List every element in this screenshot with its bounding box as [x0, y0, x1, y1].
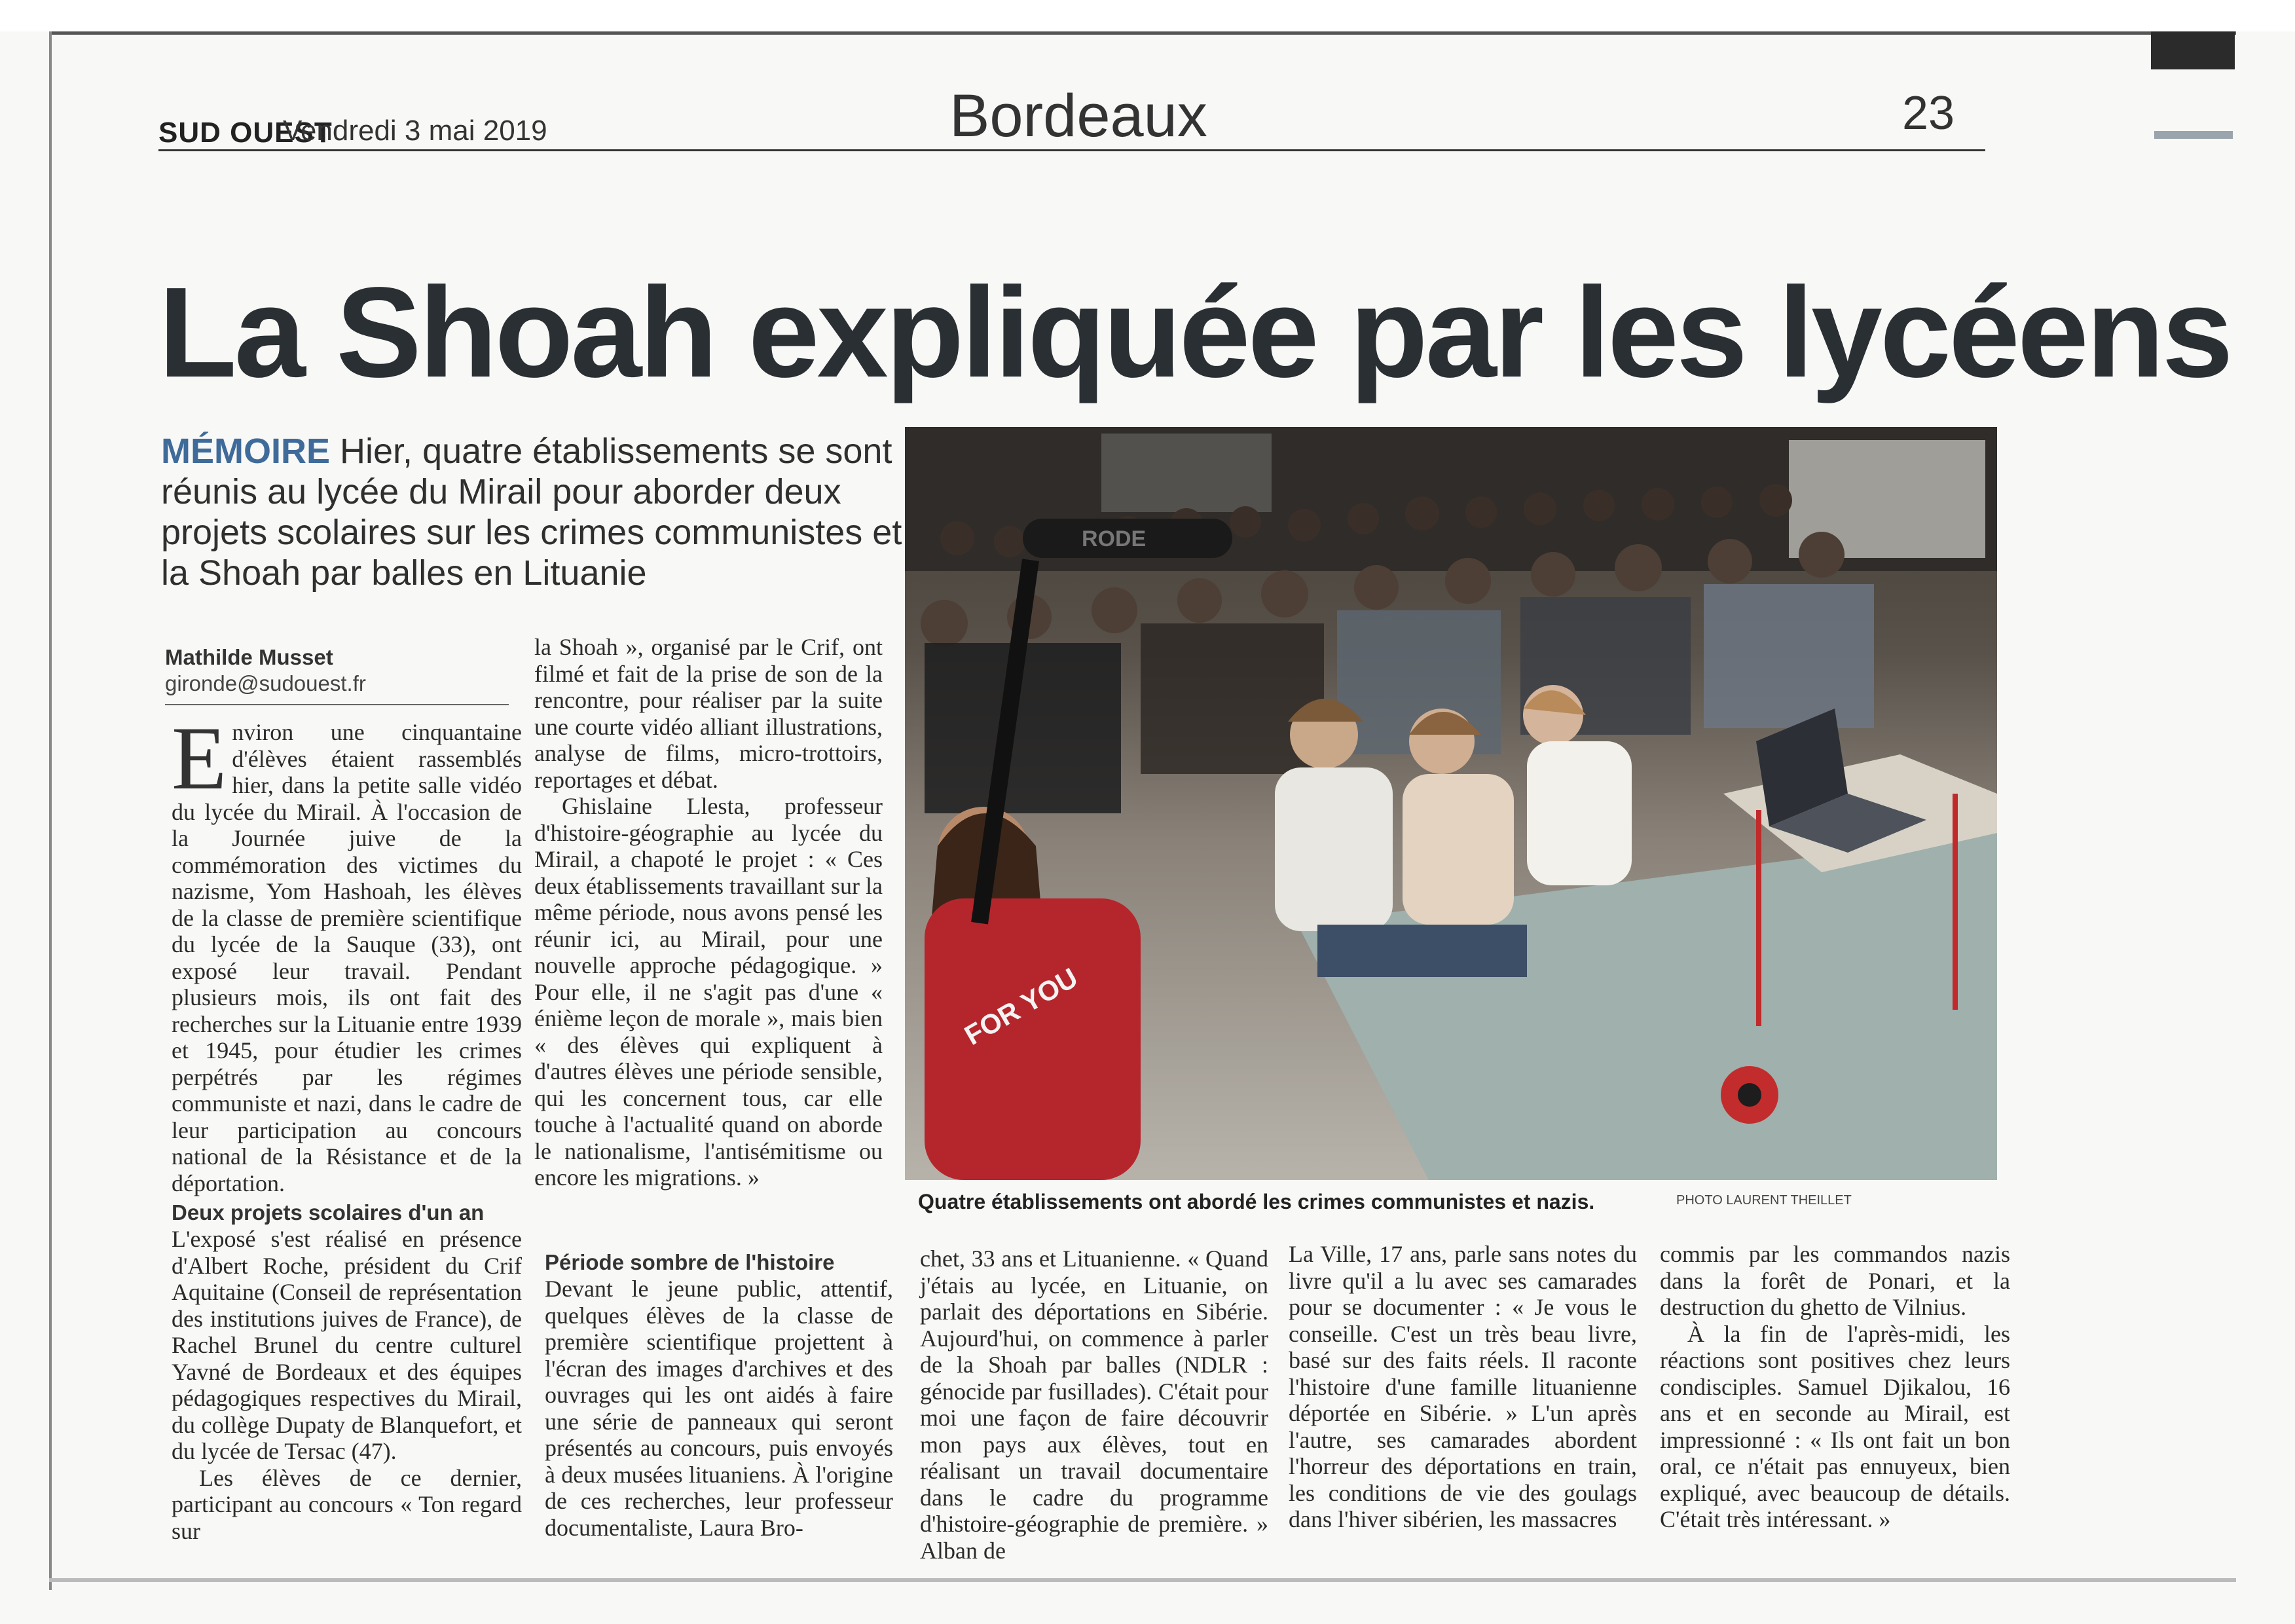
- scan-registration-mark: [2151, 31, 2235, 69]
- article-column-1: [172, 708, 522, 1196]
- mic-brand-label: RODE: [1082, 526, 1147, 551]
- article-paragraph: L'exposé s'est réalisé en présence d'Albert Roche, président du Crif Aquitaine (Conseil de représentation des institutions juives de France), de Rachel Brunel du centre culturel Yavné de Bordeaux et des équipes pédagogiques respectives du Mirail, du collège Dupaty de Blanquefort, et du lycée de Tersac (47).: [172, 1226, 522, 1464]
- article-paragraph: la Shoah », organisé par le Crif, ont filmé et fait de la prise de son de la rencontre, pour réaliser par la suite une courte vidéo alliant illustrations, analyse de films, micro-trottoirs, reportages et débat.: [534, 634, 883, 793]
- scan-margin: [0, 0, 2295, 31]
- scan-border-top: [49, 31, 2236, 35]
- article-column-2-lower: [545, 1249, 893, 1541]
- newspaper-brand: SUD OUEST: [158, 117, 333, 149]
- classroom-photo-illustration: [905, 427, 1997, 1180]
- standfirst-text: Hier, quatre établissements se sont réunis au lycée du Mirail pour aborder deux projets scolaires sur les crimes communistes et la Shoah par balles en Lituanie: [161, 432, 902, 593]
- article-subheading: Deux projets scolaires d'un an: [172, 1200, 485, 1225]
- standfirst-kicker: MÉMOIRE: [161, 432, 331, 471]
- byline-email: gironde@sudouest.fr: [165, 671, 366, 695]
- photo-caption: Quatre établissements ont abordé les crimes communistes et nazis.: [918, 1190, 1595, 1213]
- article-paragraph: commis par les commandos nazis dans la forêt de Ponari, et la destruction du ghetto de Vilnius.: [1660, 1241, 2010, 1320]
- byline-divider: [165, 704, 509, 705]
- article-paragraph: chet, 33 ans et Lituanienne. « Quand j'étais au lycée, en Lituanie, on parlait des déportations en Sibérie. Aujourd'hui, on commence à parler de la Shoah par balles (NDLR : génocide par fusillades). C'était pour moi une façon de faire découvrir mon pays aux élèves, tout en réalisant un travail documentaire dans le cadre du programme d'histoire-géographie de première. » Alban de: [920, 1246, 1268, 1564]
- paragraph-text: nviron une cinquantaine d'élèves étaient rassemblés hier, dans la petite salle vidéo du lycée du Mirail. À l'occasion de la Journée juive de la commémoration des victimes du nazisme, Yom Hashoah, les élèves de la classe de première scientifique du lycée de la Sauque (33), ont exposé leur travail. Pendant plusieurs mois, ils ont fait des recherches sur la Lituanie entre 1939 et 1945, pour étudier les crimes perpétrés par les régimes communiste et nazi, dans le cadre de leur participation au concours national de la Résistance et de la déportation.: [172, 719, 522, 1196]
- article-column-3: [920, 1246, 1268, 1564]
- scan-color-strip: [2154, 131, 2233, 139]
- shirt-text: FOR YOU: [959, 961, 1083, 1051]
- article-photo: [905, 427, 1997, 1180]
- article-subheading: Période sombre de l'histoire: [545, 1250, 835, 1274]
- article-paragraph: Devant le jeune public, attentif, quelques élèves de la classe de première scientifique projettent à l'écran des images d'archives et des ouvrages qui les ont aidés à faire une série de panneaux qui seront présentés au concours, puis envoyés à deux musées lituaniens. À l'origine de ces recherches, leur professeur documentaliste, Laura Bro-: [545, 1276, 893, 1541]
- scan-border-bottom: [49, 1578, 2236, 1582]
- drop-cap: E: [172, 708, 227, 808]
- article-paragraph: Ghislaine Llesta, professeur d'histoire-géographie au lycée du Mirail, a chapoté le projet : « Ces deux établissements travaillant sur la même période, nous avons pensé les réunir ici, au Mirail, pour une nouvelle approche pédagogique. » Pour elle, il ne s'agit pas d'une « énième leçon de morale », mais bien « des élèves qui expliquent à d'autres élèves une période sensible, qui les concernent tous, car elle touche à l'actualité quand on aborde le nationalisme, l'antisémitisme ou encore les migrations. »: [534, 793, 883, 1190]
- header-divider: [158, 149, 1985, 151]
- article-standfirst: [161, 431, 921, 593]
- scan-border-left: [49, 31, 52, 1590]
- article-column-1-lower: [172, 1200, 522, 1544]
- article-paragraph: À la fin de l'après-midi, les réactions sont positives chez leurs condisciples. Samuel Djikalou, 16 ans et en seconde au Mirail, est impressionné : « Ils ont fait un bon oral, ce n'était pas ennuyeux, bien expliqué, avec beaucoup de détails. C'était très intéressant. »: [1660, 1320, 2010, 1532]
- article-column-2: [534, 634, 883, 1191]
- section-title: Bordeaux: [949, 83, 1207, 149]
- article-paragraph: La Ville, 17 ans, parle sans notes du livre qu'il a lu avec ses camarades pour se documenter : « Je vous le conseille. C'est un très beau livre, basé sur des faits réels. Il raconte l'histoire d'une famille lituanienne déportée en Sibérie. » L'un après l'autre, ses camarades abordent l'horreur des déportations en train, les conditions de vie des goulags dans l'hiver sibérien, les massacres: [1289, 1241, 1637, 1532]
- issue-date: Vendredi 3 mai 2019: [283, 115, 547, 147]
- article-column-5: [1660, 1241, 2010, 1533]
- article-paragraph: Les élèves de ce dernier, participant au concours « Ton regard sur: [172, 1464, 522, 1544]
- photo-credit: PHOTO LAURENT THEILLET: [1676, 1193, 1852, 1208]
- article-paragraph: [172, 708, 522, 1196]
- byline-author: Mathilde Musset: [165, 645, 333, 669]
- article-column-4: [1289, 1241, 1637, 1533]
- page-number: 23: [1902, 87, 1955, 139]
- article-headline: La Shoah expliquée par les lycéens: [158, 261, 2231, 404]
